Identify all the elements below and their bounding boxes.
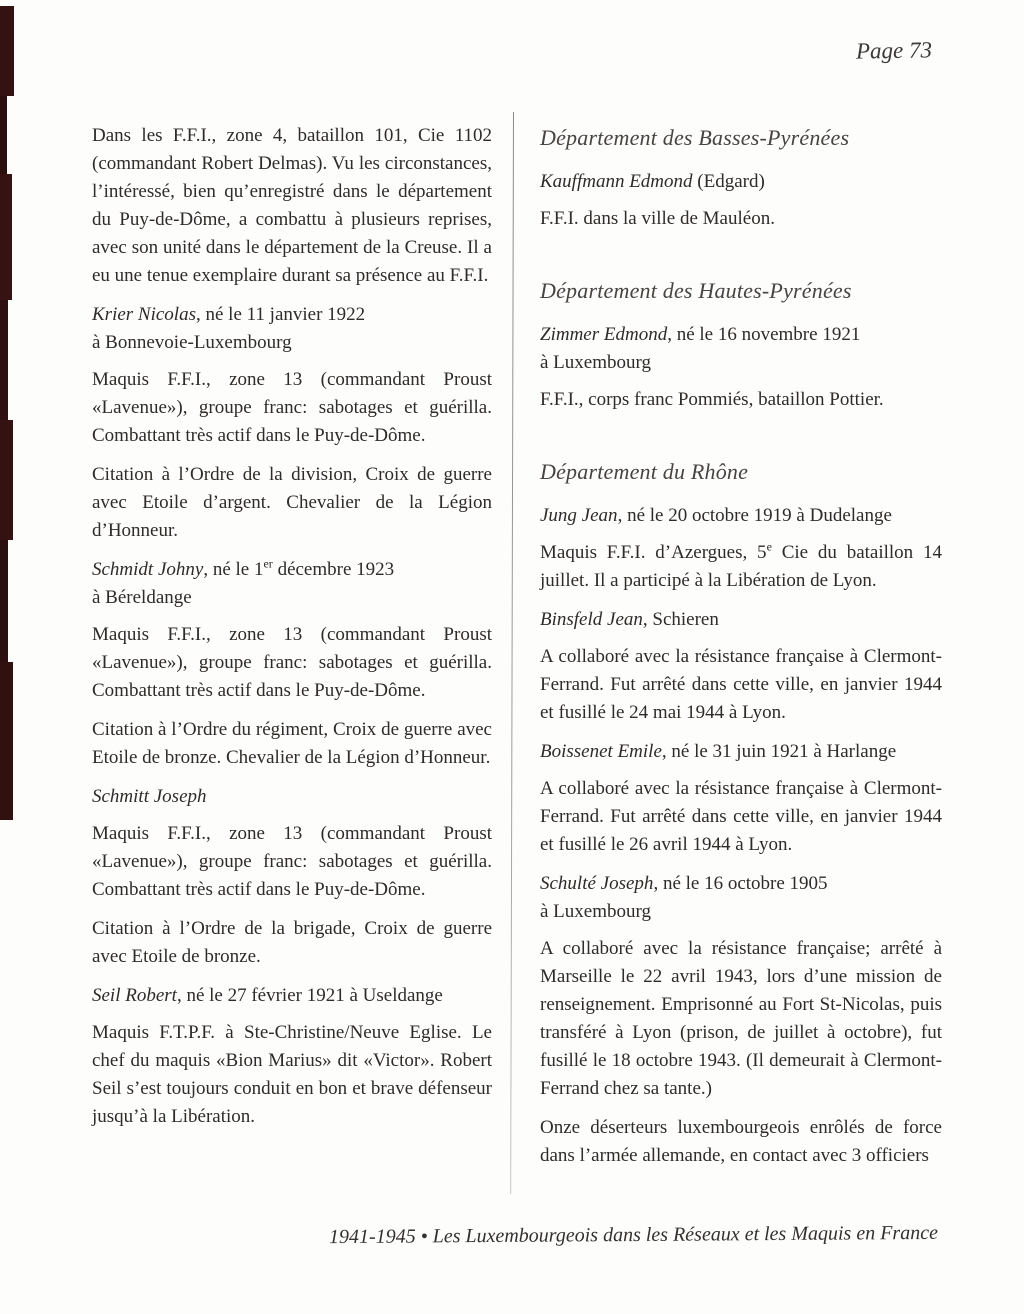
entry-name: Kauffmann Edmond [540,171,693,192]
paragraph-schmidt-maquis: Maquis F.F.I., zone 13 (commandant Proust «Lavenue»), groupe franc: sabotages et guérilla. Combattant très actif dans le Puy-de-Dôme. [92,624,492,701]
paragraph-krier-citation: Citation à l’Ordre de la division, Croix de guerre avec Etoile d’argent. Chevalier de la Légion d’Honneur. [92,464,492,541]
entry-krier [92,301,492,357]
entry-birth: , né le 27 février 1921 à Useldange [176,985,443,1006]
scan-artifact-mark [0,300,8,420]
scan-artifact-mark [0,420,13,540]
entry-birth-cont: décembre 1923 [272,559,395,580]
paragraph-seil-maquis: Maquis F.T.P.F. à Ste-Christine/Neuve Eglise. Le chef du maquis «Bion Marius» dit «Victor». Robert Seil s’est toujours conduit en bon et brave défenseur jusqu’à la Libération. [92,1022,492,1127]
paragraph-schmitt-maquis: Maquis F.F.I., zone 13 (commandant Proust «Lavenue»), groupe franc: sabotages et guérilla. Combattant très actif dans le Puy-de-Dôme. [92,823,492,900]
ordinal-superscript: e [766,539,772,554]
entry-birth: , né le 16 octobre 1905 [653,873,828,894]
entry-name: Schmidt Johny [92,559,204,580]
entry-boissenet [540,738,942,766]
paragraph-kauffmann: F.F.I. dans la ville de Mauléon. [540,208,775,229]
entry-name: Jung Jean [540,505,618,526]
paragraph-text-cont: Cie du bataillon 14 juillet. Il a participé à la Libération de Lyon. [540,542,942,591]
heading-hautes-pyrenees: Département des Hautes-Pyrénées [540,278,852,303]
entry-name: Boissenet Emile [540,741,662,762]
ordinal-superscript: er [263,556,273,571]
paragraph-schmitt-citation: Citation à l’Ordre de la brigade, Croix de guerre avec Etoile de bronze. [92,918,492,967]
footer-book-title: 1941-1945 • Les Luxembourgeois dans les Réseaux et les Maquis en France [328,1221,939,1249]
paragraph-binsfeld: A collaboré avec la résistance française à Clermont-Ferrand. Fut arrêté dans cette ville, en janvier 1944 et fusillé le 24 mai 1944 à Lyon. [540,646,942,723]
page-number: Page 73 [855,37,933,64]
entry-name: Krier Nicolas [92,304,196,325]
entry-jung [540,502,942,530]
paragraph-onze-deserteurs: Onze déserteurs luxembourgeois enrôlés de force dans l’armée allemande, en contact avec 3 officiers [540,1117,942,1166]
entry-birth: , né le 31 juin 1921 à Harlange [661,741,897,762]
entry-schulte [540,870,942,926]
entry-birthplace: à Luxembourg [540,352,651,373]
entry-birthplace: à Bonnevoie-Luxembourg [92,332,292,353]
paragraph-ffi-zone4: Dans les F.F.I., zone 4, bataillon 101, Cie 1102 (commandant Robert Delmas). Vu les circonstances, l’intéressé, bien qu’enregistré dans le département du Puy-de-Dôme, a combattu à plusieurs reprises, avec son unité dans le département de la Creuse. Il a eu une tenue exemplaire durant sa présence au F.F.I. [92,125,492,286]
entry-birth: , né le 1 [203,559,264,580]
heading-basses-pyrenees: Département des Basses-Pyrénées [540,125,850,150]
entry-name: Binsfeld Jean [540,609,643,630]
scan-artifact-mark [0,96,7,174]
entry-binsfeld [540,606,942,634]
entry-name: Seil Robert [92,985,177,1006]
entry-place: , Schieren [642,609,719,630]
paragraph-schulte: A collaboré avec la résistance française; arrêté à Marseille le 22 avril 1943, lors d’une mission de renseignement. Emprisonné au Fort St-Nicolas, puis transféré à Lyon (prison, de juillet à octobre), fut fusillé le 18 octobre 1943. (Il demeurait à Clermont-Ferrand chez sa tante.) [540,938,942,1099]
entry-birth: , né le 20 octobre 1919 à Dudelange [617,505,892,526]
paragraph-schmidt-citation: Citation à l’Ordre du régiment, Croix de guerre avec Etoile de bronze. Chevalier de la Légion d’Honneur. [92,719,492,768]
entry-schmidt [92,556,492,612]
paragraph-jung [540,539,942,595]
entry-birthplace: à Béreldange [92,587,192,608]
paragraph-boissenet: A collaboré avec la résistance française à Clermont-Ferrand. Fut arrêté dans cette ville, en janvier 1944 et fusillé le 26 avril 1944 à Lyon. [540,778,942,855]
left-column [92,122,492,1142]
paragraph-zimmer: F.F.I., corps franc Pommiés, bataillon Pottier. [540,389,884,410]
entry-seil [92,982,492,1010]
scan-artifact-mark [0,174,12,300]
entry-name: Zimmer Edmond [540,324,668,345]
right-column [540,122,942,1181]
scan-artifact-mark [0,6,14,96]
entry-birth: , né le 11 janvier 1922 [195,304,366,325]
column-divider [510,112,514,1194]
entry-schmitt [92,783,492,811]
entry-name: Schmitt Joseph [92,786,207,807]
entry-kauffmann [540,168,942,196]
entry-alias: (Edgard) [692,171,765,192]
paragraph-krier-maquis: Maquis F.F.I., zone 13 (commandant Proust «Lavenue»), groupe franc: sabotages et guérilla. Combattant très actif dans le Puy-de-Dôme. [92,369,492,446]
scan-artifact-mark [0,662,13,820]
entry-name: Schulté Joseph [540,873,654,894]
heading-rhone: Département du Rhône [540,459,749,484]
entry-zimmer [540,321,942,377]
paragraph-text: Maquis F.F.I. d’Azergues, 5 [540,542,767,563]
scan-artifact-mark [0,540,8,662]
entry-birth: , né le 16 novembre 1921 [667,324,861,345]
entry-birthplace: à Luxembourg [540,901,651,922]
